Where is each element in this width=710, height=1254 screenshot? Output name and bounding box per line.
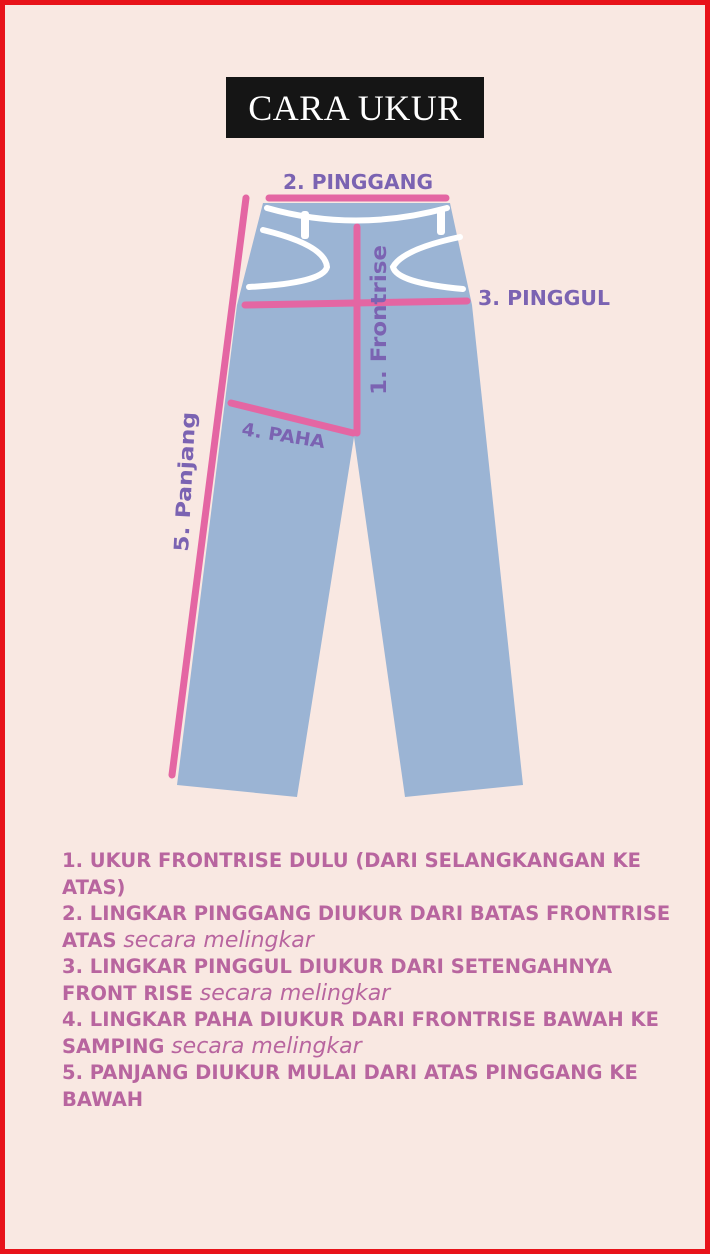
instruction-item — [62, 1060, 692, 1113]
jeans-illustration — [177, 203, 523, 797]
pinggang-label: 2. PINGGANG — [283, 170, 433, 194]
frontrise-label: 1. Frontrise — [367, 258, 391, 395]
instruction-tail: secara melingkar — [199, 980, 391, 1006]
jeans-measurement-diagram — [5, 5, 705, 825]
instruction-tail: secara melingkar — [171, 1033, 362, 1059]
instruction-text: 5. PANJANG DIUKUR MULAI DARI ATAS PINGGANG KE BAWAH — [62, 1061, 638, 1111]
instruction-text: 3. LINGKAR PINGGUL DIUKUR DARI SETENGAHNYA FRONT RISE — [62, 955, 613, 1005]
instruction-tail: secara melingkar — [123, 927, 314, 953]
instruction-item — [62, 1007, 692, 1060]
paha-label: 4. PAHA — [240, 419, 323, 453]
instruction-item — [62, 848, 692, 901]
page-title: CARA UKUR — [248, 87, 462, 128]
pinggul-line — [245, 301, 467, 305]
panjang-label: 5. Panjang — [169, 431, 200, 553]
pinggul-label: 3. PINGGUL — [478, 286, 611, 310]
instruction-text: 2. LINGKAR PINGGANG DIUKUR DARI BATAS FRONTRISE ATAS — [62, 902, 671, 952]
belt-loop-right — [437, 207, 445, 235]
instruction-item — [62, 901, 692, 954]
instruction-item — [62, 954, 692, 1007]
belt-loop-left — [301, 211, 309, 239]
instruction-text: 4. LINGKAR PAHA DIUKUR DARI FRONTRISE BAWAH KE SAMPING — [62, 1008, 659, 1058]
instruction-text: 1. UKUR FRONTRISE DULU (DARI SELANGKANGAN KE ATAS) — [62, 849, 641, 899]
instruction-list — [62, 848, 692, 1113]
